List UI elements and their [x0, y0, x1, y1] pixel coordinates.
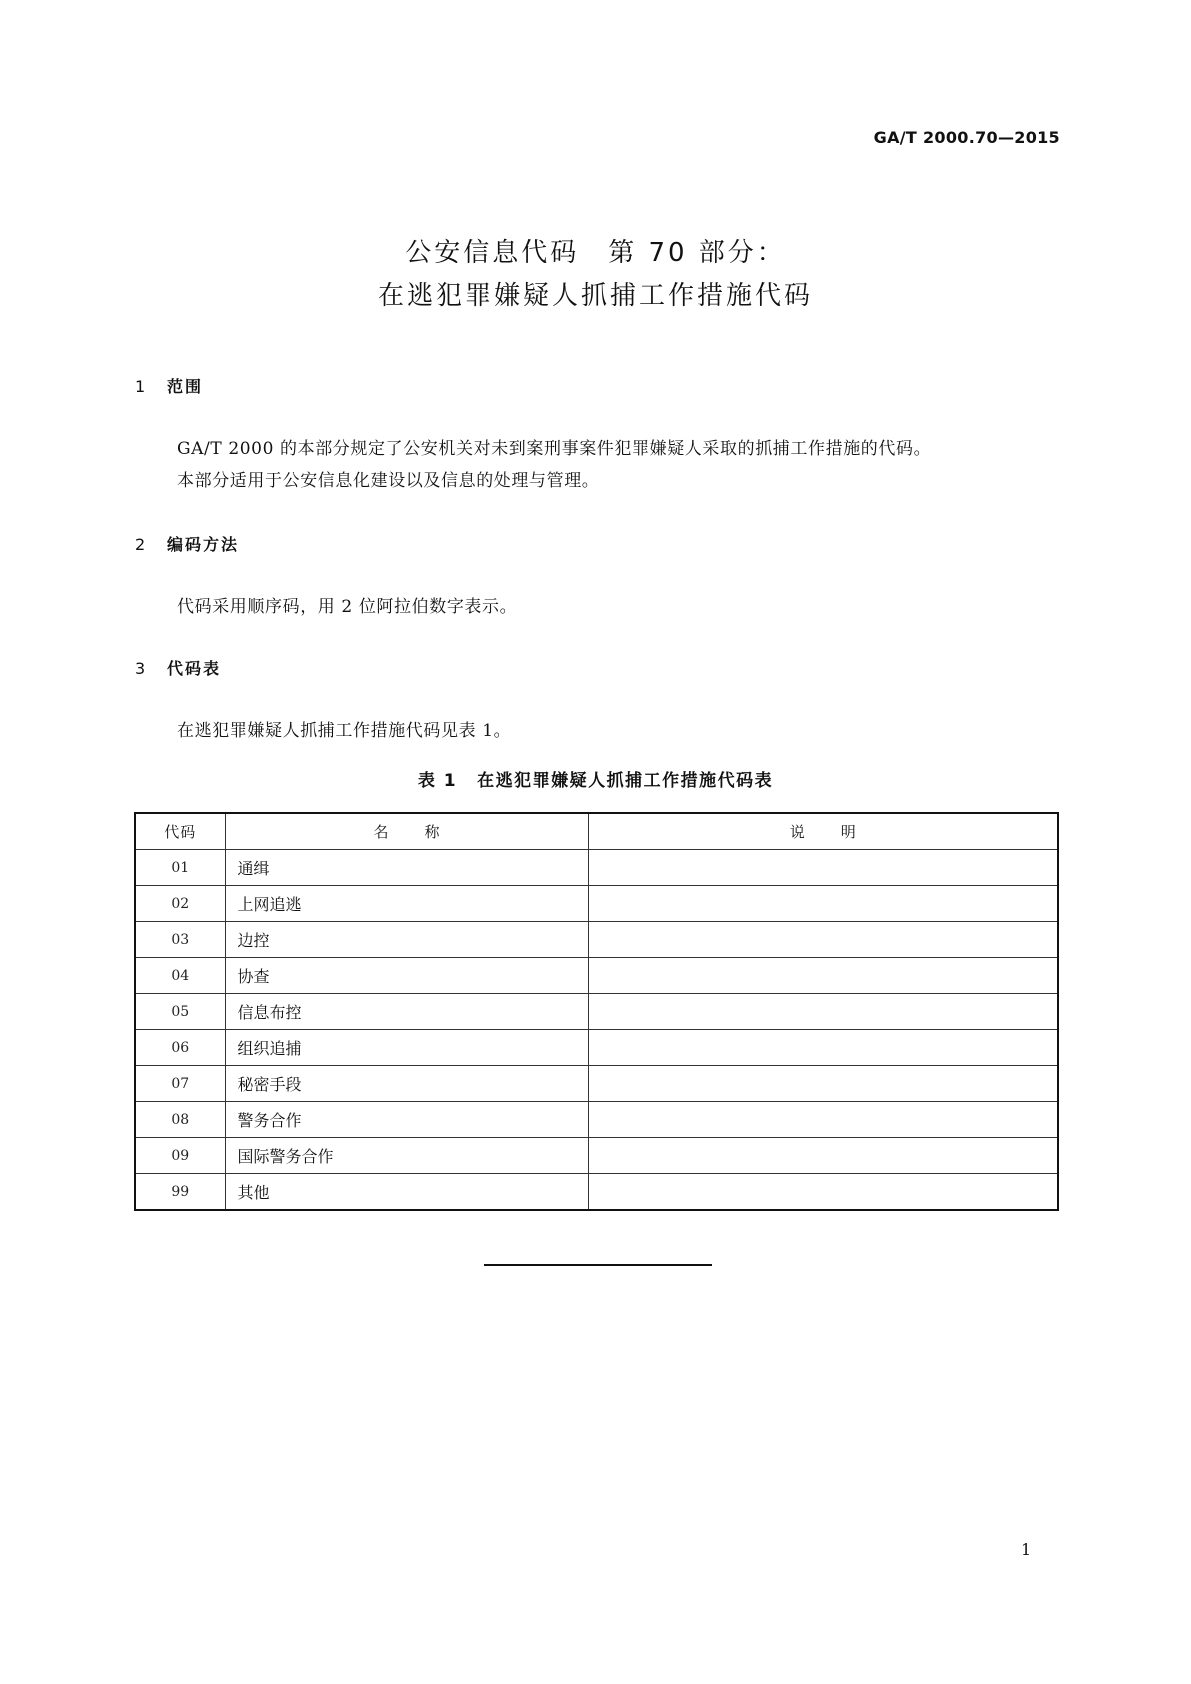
- note-cell: [588, 1174, 1058, 1211]
- table-header-row: [135, 813, 1058, 850]
- table-row: [135, 1102, 1058, 1138]
- note-cell: [588, 1102, 1058, 1138]
- table-row: [135, 850, 1058, 886]
- section-heading-encoding: [135, 532, 239, 555]
- table-row: [135, 1030, 1058, 1066]
- table-caption-text: 在逃犯罪嫌疑人抓捕工作措施代码表: [477, 771, 774, 791]
- document-title-line1: 公安信息代码 第 70 部分：: [405, 238, 786, 268]
- document-title-line2: 在逃犯罪嫌疑人抓捕工作措施代码: [377, 281, 813, 311]
- note-cell: [588, 850, 1058, 886]
- name-cell: 上网追逃: [225, 886, 588, 922]
- section-heading-scope: [135, 374, 203, 397]
- section-title: 代码表: [167, 659, 222, 678]
- table-row: [135, 1066, 1058, 1102]
- paragraph: 本部分适用于公安信息化建设以及信息的处理与管理。: [177, 471, 600, 491]
- header-note: [588, 813, 1058, 850]
- section-number: 1: [135, 377, 146, 396]
- code-cell: 02: [135, 886, 225, 922]
- section-heading-code-table: [135, 656, 221, 679]
- section-title: 编码方法: [167, 535, 240, 554]
- code-cell: 03: [135, 922, 225, 958]
- section-number: 3: [135, 659, 146, 678]
- note-cell: [588, 994, 1058, 1030]
- note-cell: [588, 886, 1058, 922]
- table-row: [135, 886, 1058, 922]
- name-cell: 警务合作: [225, 1102, 588, 1138]
- name-cell: 国际警务合作: [225, 1138, 588, 1174]
- note-cell: [588, 1066, 1058, 1102]
- paragraph: 代码采用顺序码，用 2 位阿拉伯数字表示。: [177, 597, 518, 617]
- header-name: [225, 813, 588, 850]
- name-cell: 边控: [225, 922, 588, 958]
- table-caption: [0, 766, 1191, 791]
- name-cell: 信息布控: [225, 994, 588, 1030]
- table-row: [135, 1138, 1058, 1174]
- code-cell: 06: [135, 1030, 225, 1066]
- code-cell: 04: [135, 958, 225, 994]
- code-cell: 01: [135, 850, 225, 886]
- code-cell: 08: [135, 1102, 225, 1138]
- name-cell: 通缉: [225, 850, 588, 886]
- table-row: [135, 1174, 1058, 1211]
- end-rule: [484, 1264, 712, 1266]
- code-cell: 09: [135, 1138, 225, 1174]
- page-number: 1: [1021, 1540, 1032, 1559]
- name-cell: 协查: [225, 958, 588, 994]
- code-cell: 05: [135, 994, 225, 1030]
- header-note-text: 说明: [789, 823, 892, 841]
- section-title: 范围: [167, 377, 204, 396]
- name-cell: 组织追捕: [225, 1030, 588, 1066]
- standard-number: GA/T 2000.70—2015: [873, 128, 1060, 147]
- code-cell: 99: [135, 1174, 225, 1211]
- header-name-text: 名称: [373, 823, 476, 841]
- table-caption-number: 表 1: [417, 771, 458, 791]
- code-cell: 07: [135, 1066, 225, 1102]
- note-cell: [588, 922, 1058, 958]
- table-row: [135, 958, 1058, 994]
- header-code: 代码: [135, 813, 225, 850]
- note-cell: [588, 1138, 1058, 1174]
- code-table: [134, 812, 1059, 1211]
- note-cell: [588, 1030, 1058, 1066]
- table-row: [135, 922, 1058, 958]
- table-row: [135, 994, 1058, 1030]
- name-cell: 秘密手段: [225, 1066, 588, 1102]
- name-cell: 其他: [225, 1174, 588, 1211]
- note-cell: [588, 958, 1058, 994]
- paragraph: 在逃犯罪嫌疑人抓捕工作措施代码见表 1。: [177, 721, 512, 741]
- paragraph: GA/T 2000 的本部分规定了公安机关对未到案刑事案件犯罪嫌疑人采取的抓捕工作措施的代码。: [177, 439, 932, 459]
- section-number: 2: [135, 535, 146, 554]
